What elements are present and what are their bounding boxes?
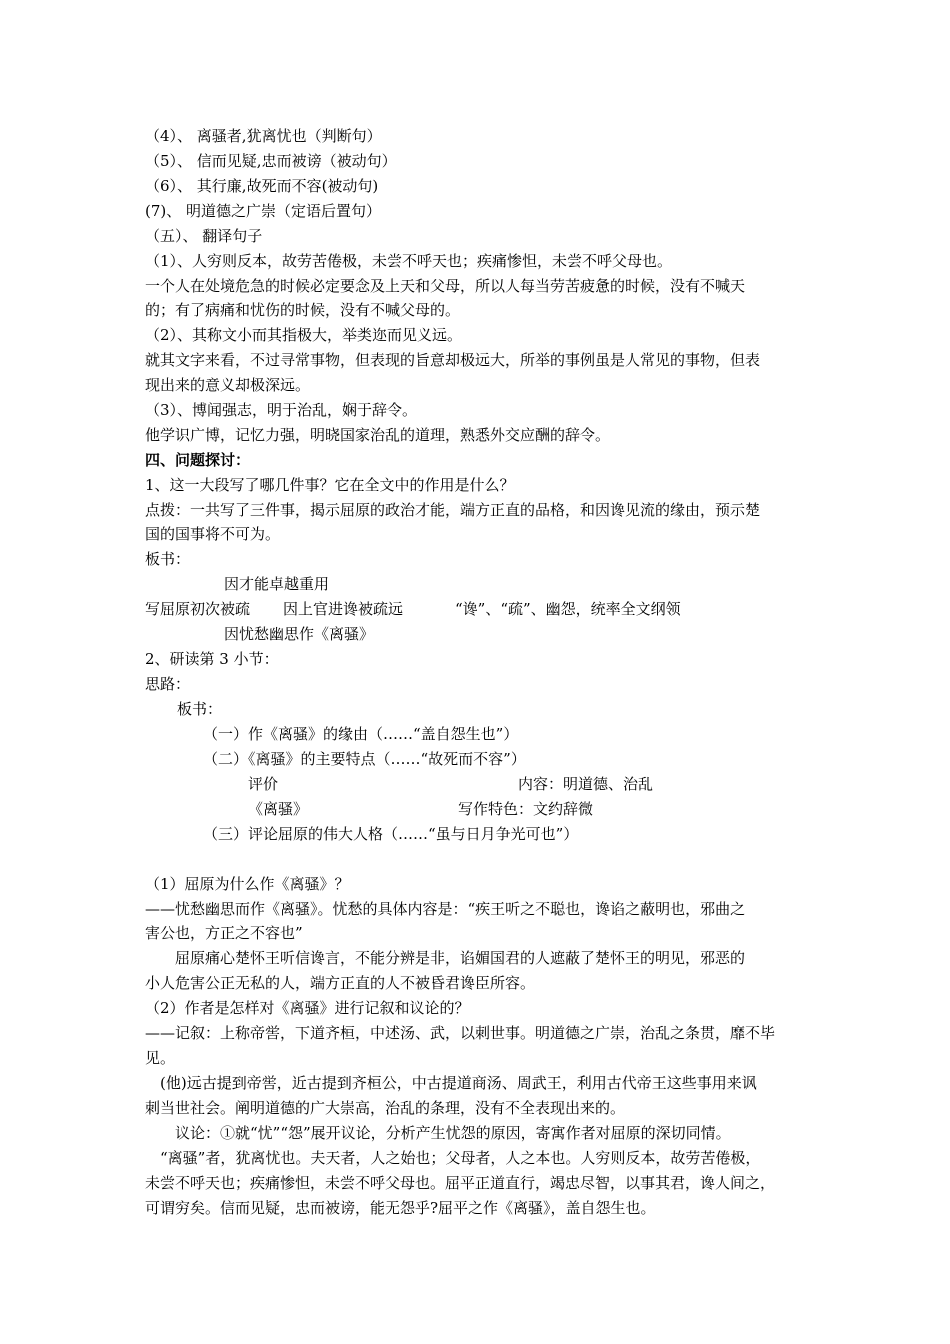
board2-item-3: （三）评论屈原的伟大人格（……“虽与日月争光可也”） bbox=[203, 825, 579, 843]
qa-a1-line1: ——忧愁幽思而作《离骚》。忧愁的具体内容是：“疾王听之不聪也，谗谄之蔽明也，邪曲之 bbox=[145, 900, 746, 918]
qa-p3-line4: 可谓穷矣。信而见疑，忠而被谤，能无怨乎?屈平之作《离骚》，盖自怨生也。 bbox=[145, 1199, 656, 1217]
board2-item-1: （一）作《离骚》的缘由（……“盖自怨生也”） bbox=[203, 725, 519, 743]
sentence-4: （4）、 离骚者,犹离忧也（判断句） bbox=[145, 127, 382, 145]
qa-a1-line2: 害公也，方正之不容也” bbox=[145, 924, 303, 942]
translate-q3: （3）、博闻强志，明于治乱，娴于辞令。 bbox=[145, 401, 418, 419]
translate-a2-line2: 现出来的意义却极深远。 bbox=[145, 376, 311, 394]
board-item-c: 因忧愁幽思作《离骚》 bbox=[224, 625, 375, 643]
discussion-q2: 2、研读第 3 小节： bbox=[145, 650, 279, 668]
qa-p2-line1: (他)远古提到帝喾，近古提到齐桓公，中古提道商汤、周武王，利用古代帝王这些事用来讽 bbox=[145, 1074, 757, 1092]
qa-p2-line2: 刺当世社会。阐明道德的广大崇高，治乱的条理，没有不全表现出来的。 bbox=[145, 1099, 626, 1117]
sentence-6: （6）、 其行廉,故死而不容(被动句) bbox=[145, 177, 379, 195]
qa-a2-line2: 见。 bbox=[145, 1049, 176, 1067]
translate-q1: （1）、人穷则反本，故劳苦倦极，未尝不呼天也；疾痛惨怛，未尝不呼父母也。 bbox=[145, 252, 673, 270]
translate-a3: 他学识广博，记忆力强，明晓国家治乱的道理，熟悉外交应酬的辞令。 bbox=[145, 426, 611, 444]
sentence-7: (7)、 明道德之广崇（定语后置句） bbox=[145, 202, 382, 220]
board2-content: 内容：明道德、治乱 bbox=[518, 775, 654, 793]
qa-p3-line1: 议论：①就“忧”“怨”展开议论，分析产生忧怨的原因，寄寓作者对屈原的深切同情。 bbox=[145, 1124, 731, 1142]
board-label: 板书： bbox=[145, 550, 191, 568]
translate-q2: （2）、其称文小而其指极大，举类迩而见义远。 bbox=[145, 326, 463, 344]
board2-style: 写作特色：文约辞微 bbox=[458, 800, 594, 818]
board2-label: 板书： bbox=[177, 700, 223, 718]
sentence-5: （5）、 信而见疑,忠而被谤（被动句） bbox=[145, 152, 397, 170]
translate-heading: （五）、 翻译句子 bbox=[145, 227, 263, 245]
translate-a1-line2: 的；有了病痛和忧伤的时候，没有不喊父母的。 bbox=[145, 301, 461, 319]
translate-a1-line1: 一个人在处境危急的时候必定要念及上天和父母，所以人每当劳苦疲惫的时候，没有不喊天 bbox=[145, 277, 746, 295]
thinking-label: 思路： bbox=[145, 675, 191, 693]
discussion-hint-line2: 国的国事将不可为。 bbox=[145, 525, 281, 543]
board-item-a: 因才能卓越重用 bbox=[224, 575, 330, 593]
qa-p1-line1: 屈原痛心楚怀王听信谗言，不能分辨是非，谄媚国君的人遮蔽了楚怀王的明见，邪恶的 bbox=[145, 949, 746, 967]
qa-a2-line1: ——记叙：上称帝喾，下道齐桓，中述汤、武，以刺世事。明道德之广崇，治乱之条贯，靡不毕 bbox=[145, 1024, 776, 1042]
discussion-q1: 1、这一大段写了哪几件事？它在全文中的作用是什么？ bbox=[145, 476, 515, 494]
qa-q1: （1）屈原为什么作《离骚》？ bbox=[145, 875, 350, 893]
discussion-hint-line1: 点拨：一共写了三件事，揭示屈原的政治才能，端方正直的品格，和因谗见流的缘由，预示楚 bbox=[145, 501, 761, 519]
qa-p3-line2: “离骚”者，犹离忧也。夫天者，人之始也；父母者，人之本也。人穷则反本，故劳苦倦极， bbox=[145, 1149, 761, 1167]
discussion-heading: 四、问题探讨： bbox=[145, 451, 251, 469]
qa-q2: （2）作者是怎样对《离骚》进行记叙和议论的？ bbox=[145, 999, 470, 1017]
qa-p3-line3: 未尝不呼天也；疾痛惨怛，未尝不呼父母也。屈平正道直行，竭忠尽智，以事其君，谗人间之， bbox=[145, 1174, 776, 1192]
qa-p1-line2: 小人危害公正无私的人，端方正直的人不被昏君谗臣所容。 bbox=[145, 974, 536, 992]
board-item-b1: 写屈原初次被疏 bbox=[145, 600, 251, 618]
board-item-b3: “谗”、“疏”、幽怨，统率全文纲领 bbox=[455, 600, 681, 618]
board2-item-2: （二）《离骚》的主要特点（……“故死而不容”） bbox=[203, 750, 526, 768]
board2-eval: 评价 bbox=[248, 775, 279, 793]
translate-a2-line1: 就其文字来看，不过寻常事物，但表现的旨意却极远大，所举的事例虽是人常见的事物，但表 bbox=[145, 351, 761, 369]
board-item-b2: 因上官进谗被疏远 bbox=[283, 600, 404, 618]
board2-lisao: 《离骚》 bbox=[248, 800, 309, 818]
